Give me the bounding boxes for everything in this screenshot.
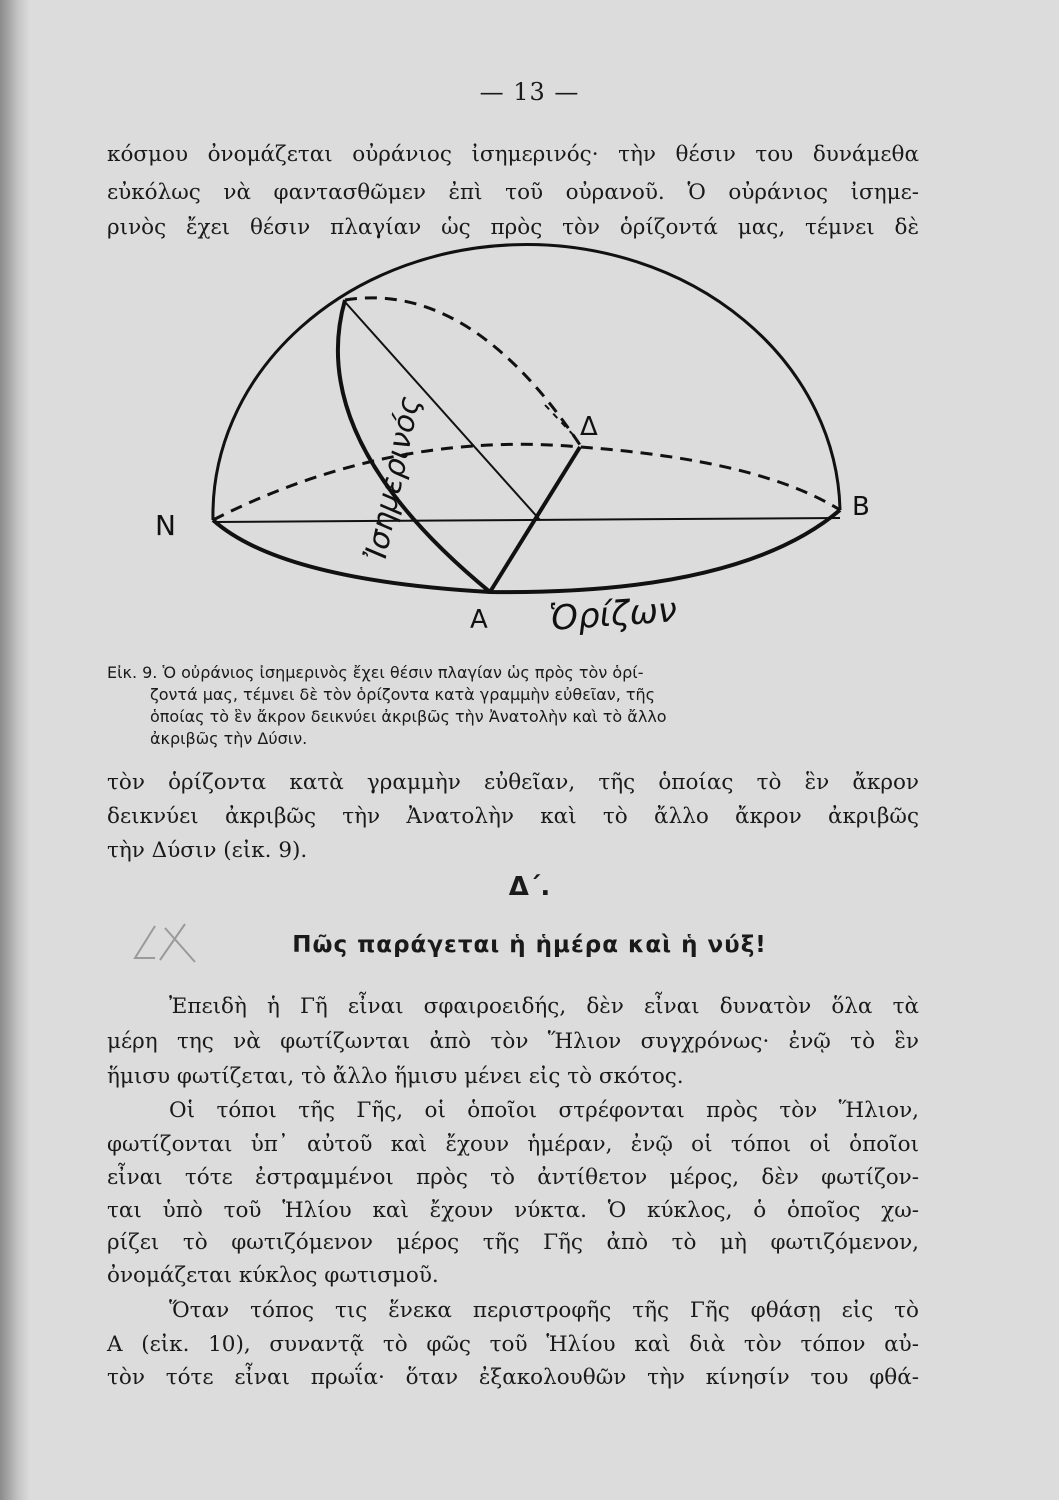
d-tick [545, 405, 578, 440]
label-n: Ν [155, 509, 176, 542]
paragraph-1-line-1: Ἐπειδὴ ἡ Γῆ εἶναι σφαιροειδής, δὲν εἶναι δυνατὸν ὅλα τὰ [169, 994, 919, 1019]
caption-number: Εἰκ. 9. [107, 663, 158, 682]
middle-paragraph-line-3: τὴν Δύσιν (εἰκ. 9). [107, 838, 308, 863]
paragraph-2-line-5: ρίζει τὸ φωτιζόμενον μέρος τῆς Γῆς ἀπὸ τὸ μὴ φωτιζόμενον, [107, 1230, 919, 1255]
label-a: Α [470, 605, 488, 635]
label-equator: Ἰσημερινός [358, 393, 428, 564]
label-d: Δ [580, 412, 598, 442]
caption-text-line-4: ἀκριβῶς τὴν Δύσιν. [150, 729, 308, 748]
paragraph-2-line-4: ται ὑπὸ τοῦ Ἡλίου καὶ ἔχουν νύκτα. Ὁ κύκλος, ὁ ὁποῖος χω- [107, 1198, 919, 1223]
east-west-line [213, 518, 840, 522]
page-number: — 13 — [479, 78, 580, 106]
caption-text-line-2: ζοντά μας, τέμνει δὲ τὸν ὁρίζοντα κατὰ γραμμὴν εὐθεῖαν, τῆς [150, 685, 656, 704]
section-letter: Δ΄. [508, 872, 551, 902]
paragraph-2-line-1: Οἱ τόποι τῆς Γῆς, οἱ ὁποῖοι στρέφονται πρὸς τὸν Ἥλιον, [169, 1098, 919, 1123]
middle-paragraph-line-2: δεικνύει ἀκριβῶς τὴν Ἀνατολὴν καὶ τὸ ἄλλο ἄκρον ἀκριβῶς [107, 804, 919, 829]
caption-text-line-3: ὁποίας τὸ ἓν ἄκρον δεικνύει ἀκριβῶς τὴν Ἀνατολὴν καὶ τὸ ἄλλο [150, 707, 667, 726]
binding-shadow [0, 0, 30, 1500]
middle-paragraph-line-1: τὸν ὁρίζοντα κατὰ γραμμὴν εὐθεῖαν, τῆς ὁποίας τὸ ἓν ἄκρον [107, 770, 919, 795]
paragraph-3-line-3: τὸν τότε εἶναι πρωΐα· ὅταν ἐξακολουθῶν τὴν κίνησίν του φθά- [107, 1365, 919, 1390]
label-horizon: Ὁρίζων [547, 590, 679, 639]
paragraph-2-line-3: εἶναι τότε ἐστραμμένοι πρὸς τὸ ἀντίθετον μέρος, δὲν φωτίζον- [107, 1165, 919, 1190]
top-paragraph-line-2: εὐκόλως νὰ φαντασθῶμεν ἐπὶ τοῦ οὐρανοῦ. Ὁ οὐράνιος ἰσημε- [107, 180, 919, 205]
figure-celestial-hemisphere [140, 240, 920, 660]
horizon-back-arc [213, 444, 840, 520]
paragraph-1-line-3: ἥμισυ φωτίζεται, τὸ ἄλλο ἥμισυ μένει εἰς τὸ σκότος. [107, 1064, 684, 1089]
figure-caption [107, 662, 917, 750]
top-paragraph-line-1: κόσμου ὀνομάζεται οὐράνιος ἰσημερινός· τὴν θέσιν του δυνάμεθα [107, 142, 919, 167]
paragraph-1-line-2: μέρη της νὰ φωτίζωνται ἀπὸ τὸν Ἥλιον συγχρόνως· ἐνῷ τὸ ἓν [107, 1029, 919, 1054]
paragraph-2-line-2: φωτίζονται ὑπ᾿ αὐτοῦ καὶ ἔχουν ἡμέραν, ἐνῷ οἱ τόποι οἱ ὁποῖοι [107, 1132, 919, 1157]
paragraph-2-line-6: ὀνομάζεται κύκλος φωτισμοῦ. [107, 1263, 439, 1288]
equator-back-arc [345, 298, 580, 445]
section-heading: Πῶς παράγεται ἡ ἡμέρα καὶ ἡ νύξ! [292, 932, 767, 958]
paragraph-3-line-2: Α (εἰκ. 10), συναντᾷ τὸ φῶς τοῦ Ἡλίου καὶ διὰ τὸν τόπον αὐ- [107, 1332, 919, 1357]
paragraph-3-line-1: Ὅταν τόπος τις ἕνεκα περιστροφῆς τῆς Γῆς φθάσῃ εἰς τὸ [169, 1298, 919, 1323]
caption-text-line-1: Ὁ οὐράνιος ἰσημερινὸς ἔχει θέσιν πλαγίαν ὡς πρὸς τὸν ὁρί- [162, 663, 644, 682]
label-b: Β [852, 492, 870, 522]
top-paragraph-line-3: ρινὸς ἔχει θέσιν πλαγίαν ὡς πρὸς τὸν ὁρίζοντά μας, τέμνει δὲ [107, 215, 919, 240]
